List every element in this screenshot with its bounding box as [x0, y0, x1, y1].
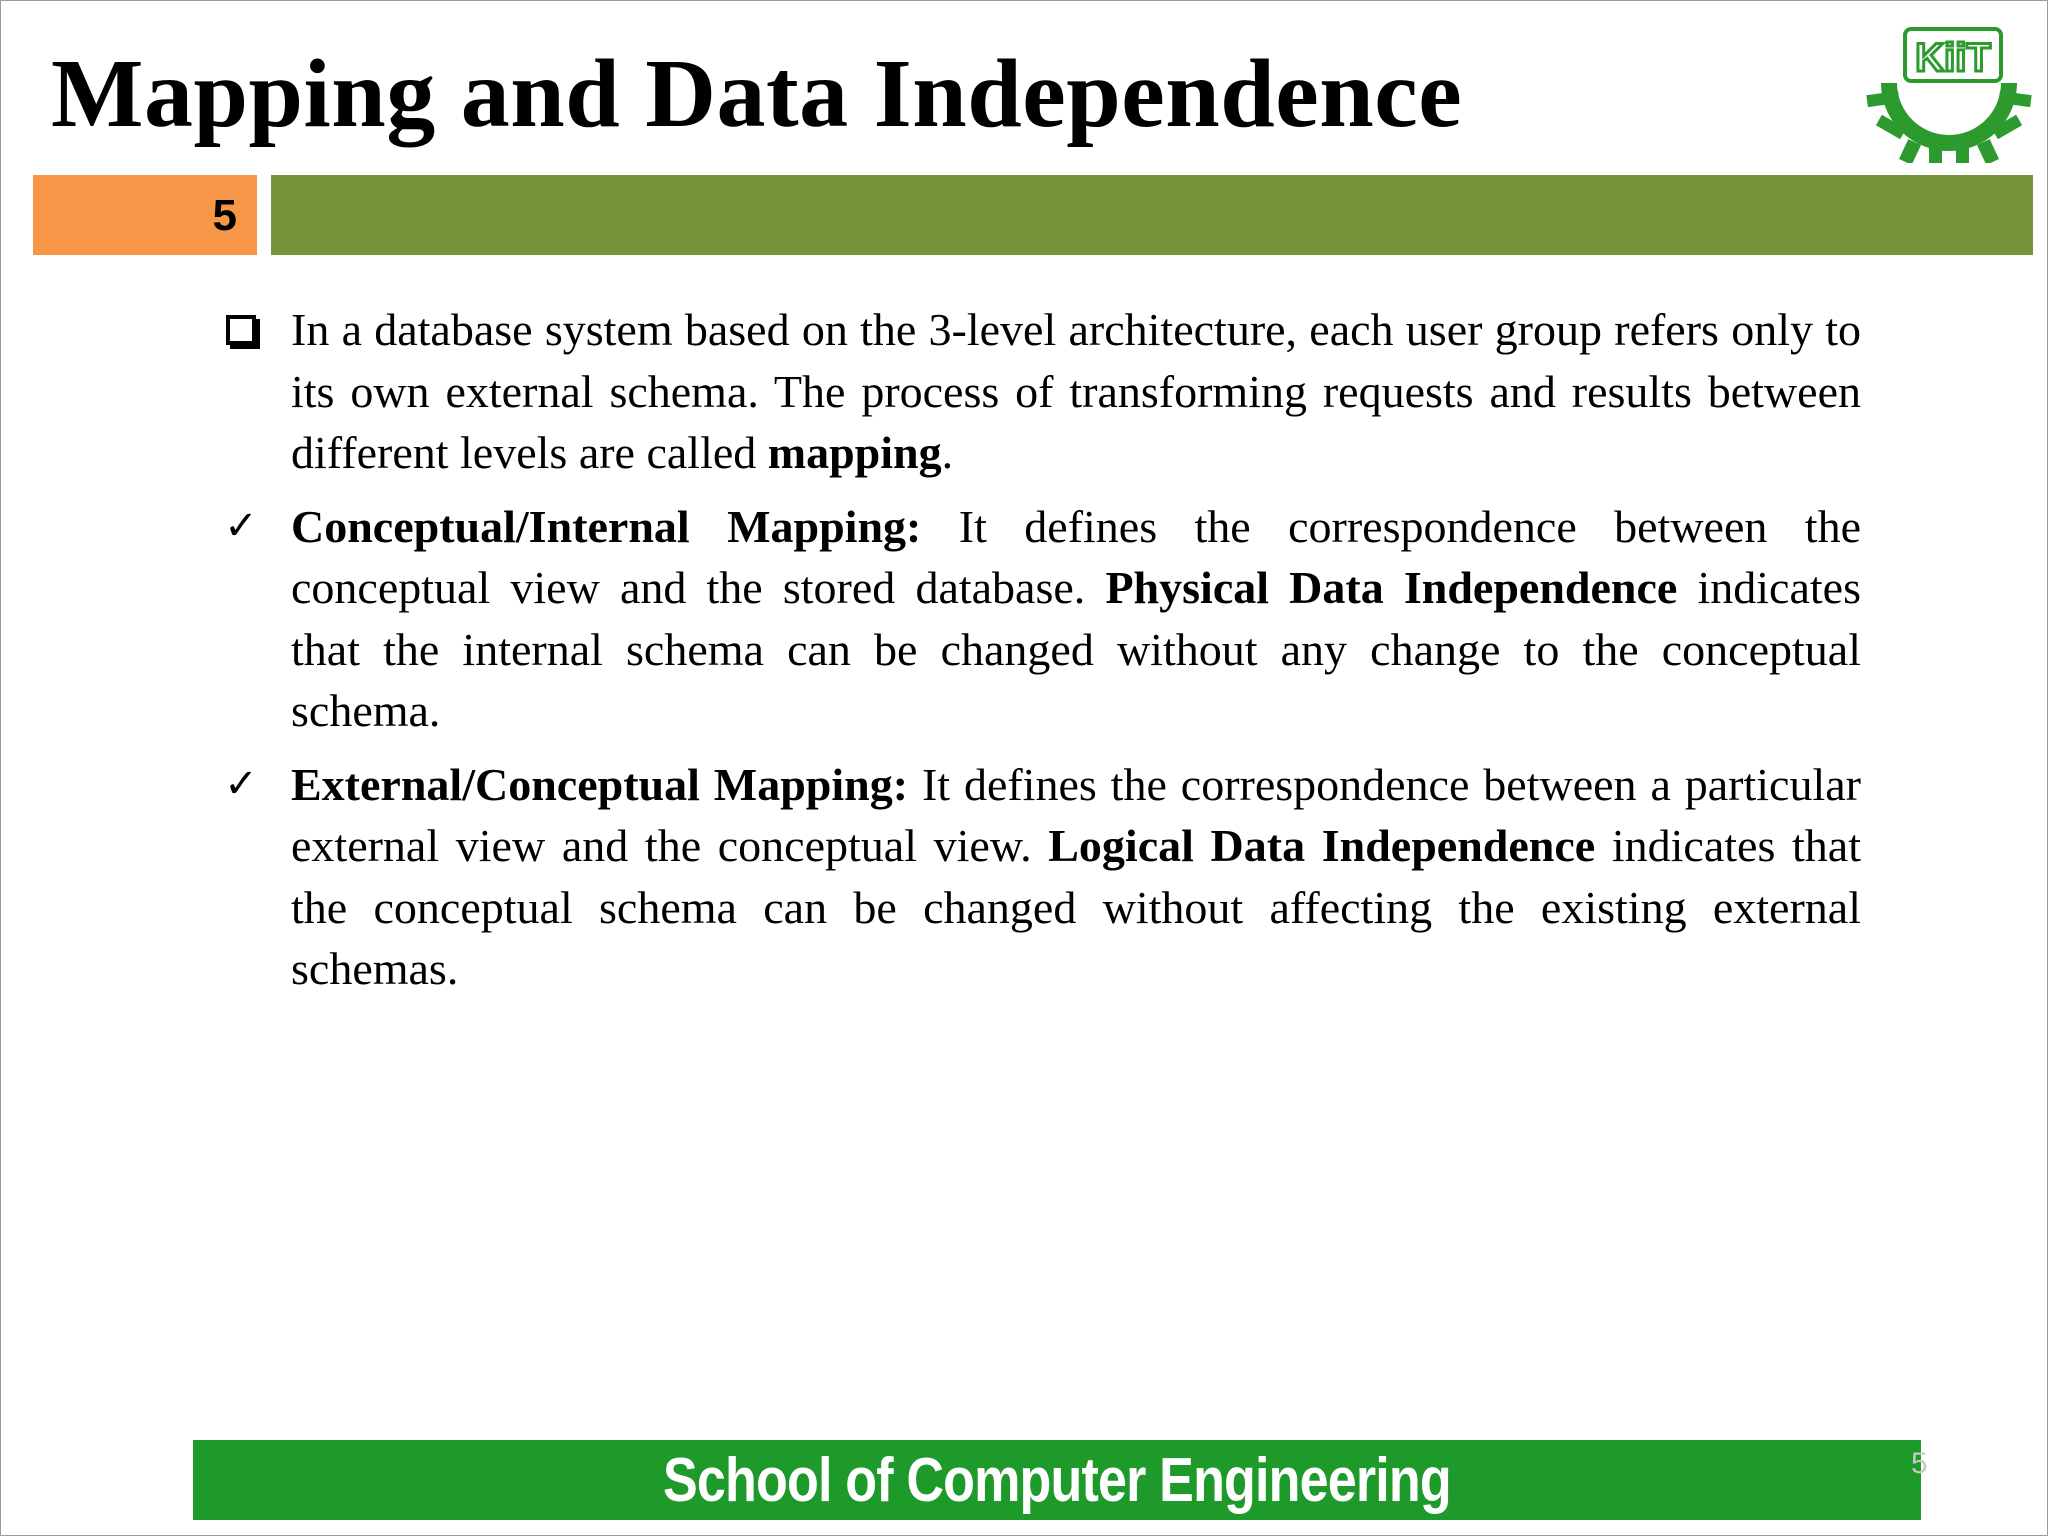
checkmark-icon: ✓: [224, 760, 258, 807]
bullet-item-mapping: [211, 299, 1861, 484]
slide-title: Mapping and Data Independence: [51, 40, 1463, 148]
bullet-bold-term: Physical Data Independence: [1105, 562, 1678, 613]
bullet-item-conceptual-internal: [211, 496, 1861, 742]
bullet-text-end: indicates that the conceptual schema can be changed without affecting the existing external schemas.: [291, 820, 1861, 994]
bullet-bold-term: mapping: [767, 427, 942, 478]
bullet-lead: Conceptual/Internal Mapping:: [291, 500, 922, 552]
bullet-text: It defines the correspondence between the conceptual view and the stored database.: [291, 500, 1861, 613]
header-green-bar: [271, 175, 2033, 255]
bullet-item-external-conceptual: [211, 754, 1861, 1000]
kiit-logo-icon: [1859, 23, 2039, 163]
bullet-text-end: .: [941, 427, 954, 478]
checkmark-icon: ✓: [224, 502, 258, 549]
slide-number-bar: [33, 175, 257, 255]
slide-content: [211, 299, 1861, 1012]
bullet-text: It defines the correspondence between a particular external view and the conceptual view.: [291, 758, 1861, 871]
slide-number: 5: [212, 191, 237, 240]
page-number: 5: [1911, 1447, 1928, 1480]
square-bullet-icon: [211, 299, 271, 361]
bullet-bold-term: Logical Data Independence: [1048, 820, 1596, 871]
bullet-text-end: indicates that the internal schema can be changed without any change to the conceptual schema.: [291, 562, 1861, 736]
footer-bar: [193, 1440, 1921, 1520]
logo-lettering: KiiT: [1915, 36, 1991, 80]
footer-text: School of Computer Engineering: [663, 1445, 1451, 1515]
bullet-text: In a database system based on the 3-level architecture, each user group refers only to its own external schema. The process of transforming requests and results between different levels are called: [291, 304, 1861, 478]
bullet-lead: External/Conceptual Mapping:: [291, 758, 909, 810]
